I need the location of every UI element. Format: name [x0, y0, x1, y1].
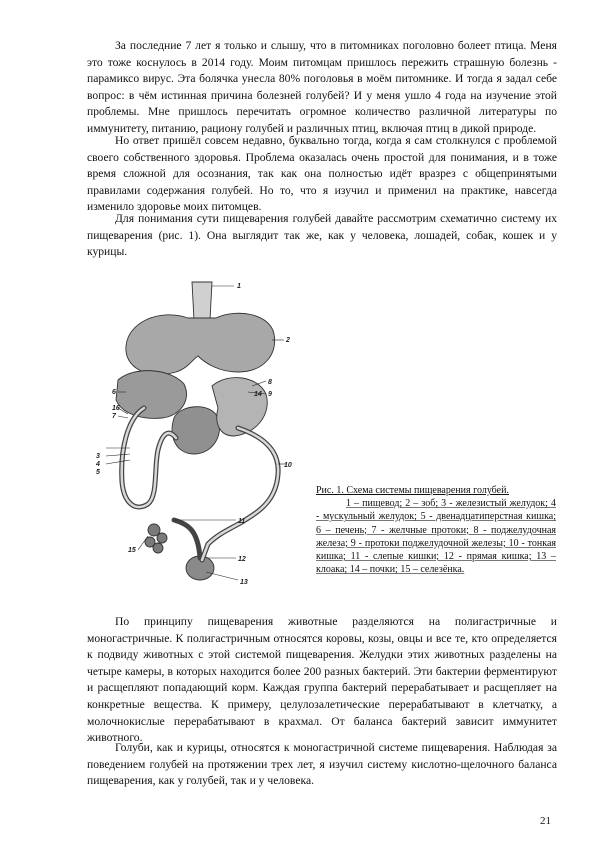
figure-caption-legend: 1 – пищевод; 2 – зоб; 3 - железистый желудок; 4 - мускульный желудок; 5 - двенадцатиперстная кишка; 6 – печень; 7 - желчные протоки; 8 - поджелудочная железа; 9 - протоки поджелудочной железы; 10 - тонкая кишка; 11 - слепые кишки; 12 - прямая кишка; 13 – клоака; 14 – почки; 15 – селезёнка. [316, 498, 556, 576]
gizzard-shape [172, 407, 220, 454]
liver-shape [116, 371, 187, 419]
digestive-system-drawing [88, 268, 298, 598]
label-11: 11 [238, 518, 246, 525]
label-14: 14 [254, 391, 262, 398]
paragraph-answer: Но ответ пришёл совсем недавно, буквально тогда, когда я сам столкнулся с проблемой своего собственного здоровья. Проблема оказалась очень простой для понимания, и в тоже время сложной для осознания, так как она полностью идёт вразрез с общепринятыми правилами содержания голубей. Но то, что я изучил и применил на практике, навсегда изменило здоровье моих питомцев. [87, 134, 557, 214]
label-12: 12 [238, 556, 246, 563]
label-10: 10 [284, 462, 292, 469]
paragraph-digestion-types: По принципу пищеварения животные разделяются на полигастричные и моногастричные. К полигастричным относятся коровы, козы, овцы и все те, кто определяется к подвиду животных с этой системой пищеварения. Желудки этих животных разделены на четыре камеры, в которых находится более 200 разных бактерий. Эти бактерии ферментируют и расщепляют попадающий корм. Каждая группа бактерий перерабатывает и расщепляет на конкретные вещества. К примеру, целулозалетические перерабатывают в клетчатку, а молочнокислые перерабатывают в крахмал. От баланса бактерий зависит иммунитет животного. [87, 615, 557, 745]
label-16: 16 [112, 405, 120, 412]
figure-caption-title: Рис. 1. Схема системы пищеварения голубей. [316, 485, 509, 496]
digestive-system-figure [88, 268, 298, 598]
label-5: 5 [96, 469, 100, 476]
ceca-shape [174, 520, 200, 558]
label-4: 4 [96, 461, 100, 468]
page-number: 21 [540, 815, 551, 827]
left-intestine-loop [122, 408, 176, 507]
label-7: 7 [112, 413, 116, 420]
paragraph-monogastric: Голуби, как и курицы, относятся к моногастричной системе пищеварения. Наблюдая за поведением голубей на протяжении трех лет, я изучил систему кислотно-щелочного баланса пищеварения, как у голубей, так и у человека. [87, 741, 557, 788]
paragraph-figure-ref: Для понимания сути пищеварения голубей давайте рассмотрим схематично систему их пищеварения (рис. 1). Она выглядит так же, как у человека, лошадей, собак, кошек и у курицы. [87, 212, 557, 259]
label-2: 2 [286, 337, 290, 344]
label-9: 9 [268, 391, 272, 398]
crop-shape [126, 313, 275, 374]
label-13: 13 [240, 579, 248, 586]
figure-caption [316, 484, 556, 576]
label-8: 8 [268, 379, 272, 386]
label-6: 6 [112, 389, 116, 396]
label-15: 15 [128, 547, 136, 554]
label-1: 1 [237, 283, 241, 290]
label-3: 3 [96, 453, 100, 460]
paragraph-intro: За последние 7 лет я только и слышу, что в питомниках поголовно болеет птица. Меня это тоже коснулось в 2014 году. Моим питомцам пришлось пережить страшную болезнь - парамиксо вирус. Эта болячка унесла 80% поголовья в моём питомнике. И тогда я задал себе вопрос: в чём истинная причина болезней голубей? И у меня ушло 4 года на изучение этой проблемы. Мне пришлось перечитать огромное количество различной литературы по иммунитету, питанию, рациону голубей и различных птиц, включая птиц в дикой природе. [87, 39, 557, 135]
esophagus-shape [192, 282, 212, 320]
